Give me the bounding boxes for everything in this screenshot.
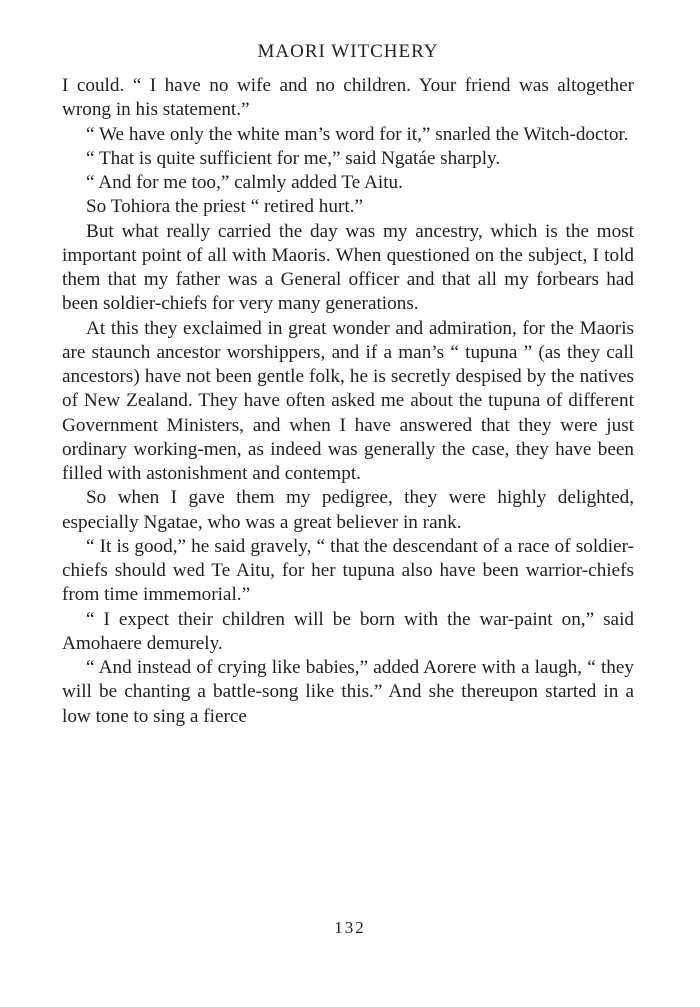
paragraph: “ That is quite sufficient for me,” said Ngatáe sharply. xyxy=(86,147,501,169)
book-page xyxy=(62,40,634,729)
paragraph: “ And instead of crying like babies,” added Aorere with a laugh, “ they will be chanting a battle-song like this.” And she thereupon started in a low tone to sing a fierce xyxy=(62,657,634,727)
page-number: 132 xyxy=(334,918,366,937)
paragraph: “ It is good,” he said gravely, “ that the descendant of a race of soldier-chiefs should wed Te Aitu, for her tupuna also have been warrior-chiefs from time immemorial.” xyxy=(62,535,634,606)
paragraph: “ We have only the white man’s word for it,” snarled the Witch-doctor. xyxy=(86,123,629,145)
paragraph: “ I expect their children will be born with the war-paint on,” said Amohaere demurely. xyxy=(62,608,634,654)
body-text xyxy=(62,74,634,729)
paragraph: So when I gave them my pedigree, they were highly delighted, especially Ngatae, who was a great believer in rank. xyxy=(62,487,634,533)
paragraph: At this they exclaimed in great wonder and admiration, for the Maoris are staunch ancestor worshippers, and if a man’s “ tupuna ” (as they call ancestors) have not been gentle folk, he is secretly despised by the natives of New Zealand. They have often asked me about the tupuna of different Government Ministers, and when I have answered that they were just ordinary working-men, as indeed was generally the case, they have been filled with astonishment and contempt. xyxy=(62,317,634,484)
running-head: MAORI WITCHERY xyxy=(257,41,439,62)
paragraph: “ And for me too,” calmly added Te Aitu. xyxy=(86,172,403,193)
paragraph-continued: I could. “ I have no wife and no children. Your friend was altogether wrong in his statement.” xyxy=(62,75,634,121)
paragraph: So Tohiora the priest “ retired hurt.” xyxy=(86,196,363,218)
paragraph: But what really carried the day was my ancestry, which is the most important point of all with Maoris. When questioned on the subject, I told them that my father was a General officer and that all my forbears had been soldier-chiefs for very many generations. xyxy=(62,220,634,315)
